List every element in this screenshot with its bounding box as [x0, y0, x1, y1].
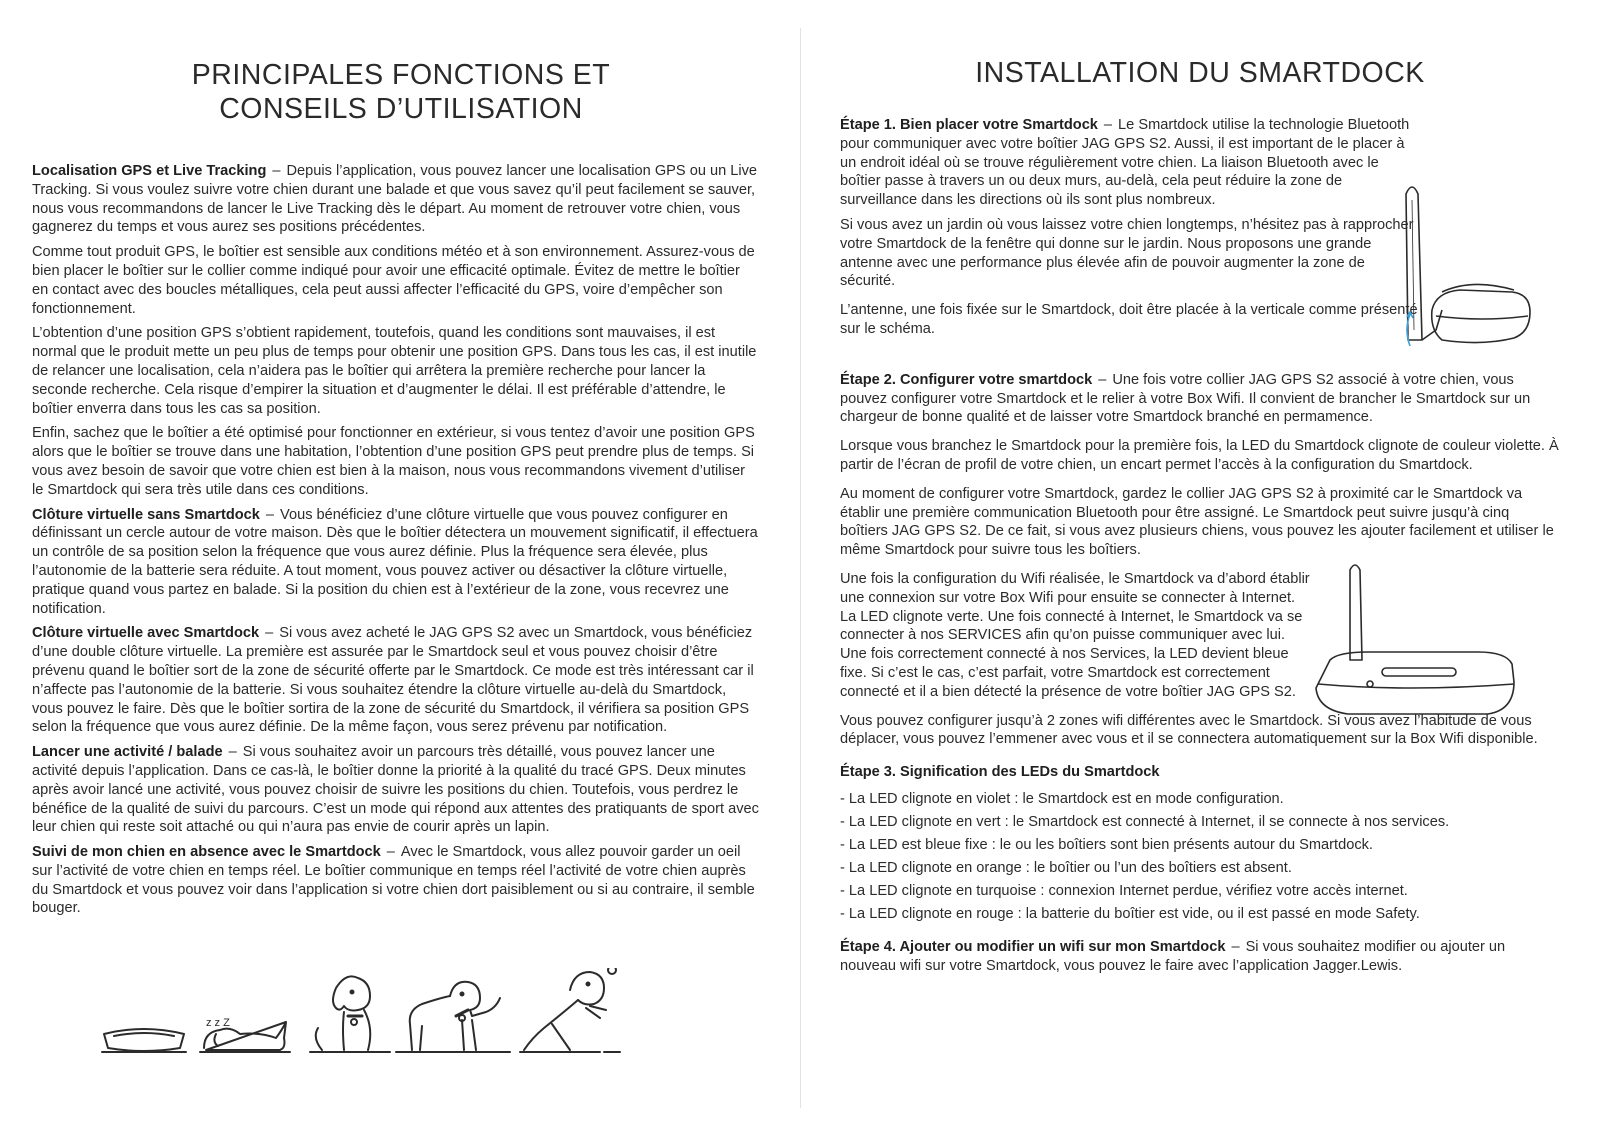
step4-p1: Étape 4. Ajouter ou modifier un wifi sur mon Smartdock – Si vous souhaitez modifier ou ajouter un nouveau wifi sur votre Smartdock, vous pouvez le faire avec l’application Jagger.Lewis.	[840, 938, 1506, 974]
sitting-dog-icon	[310, 976, 390, 1052]
led-item-blue: - La LED est bleue fixe : le ou les boîtiers sont bien présents autour du Smartdock.	[840, 836, 1373, 853]
step3-heading: Étape 3. Signification des LEDs du Smartdock	[840, 764, 1160, 781]
step2-heading: Étape 2. Configurer votre smartdock	[840, 371, 1093, 388]
section-absence: Suivi de mon chien en absence avec le Smartdock – Avec le Smartdock, vous allez pouvoir garder un oeil sur l’activité de votre chien en temps réel. Le boîtier communique en temps réel l’activité de votre chien auprès du Smartdock et vous pouvez voir dans l’application si votre chien dort paisiblement ou si au contraire, il semble bouger.	[32, 844, 755, 917]
led-meanings-list	[840, 788, 1560, 926]
led-item-red: - La LED clignote en rouge : la batterie du boîtier est vide, ou il est passé en mode Safety.	[840, 905, 1420, 922]
section-gps-p1: Localisation GPS et Live Tracking – Depuis l’application, vous pouvez lancer une localisation GPS ou un Live Tracking. Si vous voulez suivre votre chien durant une balade et que vous savez qu’il peut facilement se sauver, nous vous recommandons de lancer le Live Tracking dès le départ. Au moment de retrouver votre chien, vous gagnerez du temps et vous aurez ses positions précédentes.	[32, 163, 758, 236]
section-activity: Lancer une activité / balade – Si vous souhaitez avoir un parcours très détaillé, vous pouvez lancer une activité depuis l’application. Dans ce cas-là, le boîtier donne la priorité à la qualité du tracé GPS. Deux minutes après avoir lancé une activité, vous pouvez choisir de suivre les positions du chien. Toutefois, vous perdrez le bénéfice de la qualité de suivi du parcours. C’est un mode qui répond aux attentes des pratiquants de sport avec leur chien qui reste soit attaché ou qui n’aura pas envie de courir après un lapin.	[32, 744, 759, 836]
step1-p3: L’antenne, une fois fixée sur le Smartdock, doit être placée à la verticale comme présenté sur le schéma.	[840, 302, 1418, 337]
led-item-turquoise: - La LED clignote en turquoise : connexion Internet perdue, vérifiez votre accès internet.	[840, 882, 1408, 899]
section-fence-dock: Clôture virtuelle avec Smartdock – Si vous avez acheté le JAG GPS S2 avec un Smartdock, vous bénéficiez d’une double clôture virtuelle. La première est assurée par le Smartdock seul et vous pouvez choisir d’être prévenu quand le boîtier sort de la zone de sécurité offerte par le Smartdock. Ce mode est très intéressant car il n’affecte pas l’autonomie de la batterie. Si vous souhaitez étendre la clôture virtuelle au-delà du Smartdock, vous pouvez le faire. Dès que le boîtier sortira de la zone de sécurité du Smartdock, il vérifiera sa position GPS selon la fréquence que vous aurez définie. De la même façon, vous serez prévenu par notification.	[32, 625, 754, 736]
step1-p2: Si vous avez un jardin où vous laissez votre chien longtemps, n’hésitez pas à rapprocher votre Smartdock de la fenêtre qui donne sur le jardin. Nous proposons une grande antenne avec une performance plus élevée afin de pouvoir augmenter la zone de sécurité.	[840, 216, 1414, 290]
section-fence-no-dock-heading: Clôture virtuelle sans Smartdock	[32, 506, 260, 523]
section-absence-heading: Suivi de mon chien en absence avec le Smartdock	[32, 844, 381, 861]
section-gps-p2: Comme tout produit GPS, le boîtier est sensible aux conditions météo et à son environnement. Assurez-vous de bien placer le boîtier sur le collier comme indiqué pour avoir une efficacité optimale. Évitez de mettre le boîtier en contact avec des boucles métalliques, cela peut aussi affecter l’efficacité du GPS, voire d’empêcher son fonctionnement.	[32, 244, 755, 317]
smartdock-device-illustration	[1308, 560, 1536, 722]
left-title-line-1: PRINCIPALES FONCTIONS ET	[191, 59, 611, 91]
led-item-orange: - La LED clignote en orange : le boîtier ou l’un des boîtiers est absent.	[840, 859, 1292, 876]
step4-heading: Étape 4. Ajouter ou modifier un wifi sur mon Smartdock	[840, 938, 1226, 955]
step2-p1: Étape 2. Configurer votre smartdock – Une fois votre collier JAG GPS S2 associé à votre chien, vous pouvez configurer votre Smartdock et le relier à votre Box Wifi. Il convient de brancher le Smartdock sur un chargeur de bonne qualité et de laisser votre Smartdock branché en permamence.	[840, 371, 1531, 426]
right-page-title: INSTALLATION DU SMARTDOCK	[975, 57, 1425, 89]
sleeping-dog-icon	[200, 1017, 290, 1052]
svg-text:z z Z: z z Z	[206, 1017, 230, 1029]
step1-p1: Étape 1. Bien placer votre Smartdock – Le Smartdock utilise la technologie Bluetooth pour communiquer avec votre boîtier JAG GPS S2. Aussi, il est important de le placer à un endroit idéal où se trouve régulièrement votre chien. La liaison Bluetooth avec le boîtier passe à travers un ou deux murs, au-delà, cela peut réduire la zone de surveillance dans les directions où ils sont plus nombreux.	[840, 117, 1410, 209]
left-title-line-2: CONSEILS D’UTILISATION	[219, 93, 583, 125]
jumping-dog-icon	[520, 968, 620, 1052]
step1-heading: Étape 1. Bien placer votre Smartdock	[840, 117, 1098, 133]
section-activity-heading: Lancer une activité / balade	[32, 744, 223, 761]
led-item-green: - La LED clignote en vert : le Smartdock est connecté à Internet, il se connecte à nos services.	[840, 813, 1450, 830]
section-gps-p4: Enfin, sachez que le boîtier a été optimisé pour fonctionner en extérieur, si vous tentez d’avoir une position GPS alors que le boîtier se trouve dans une habitation, l’obtention d’une position GPS peut prendre plus de temps. Si vous avez besoin de savoir que votre chien est bien à la maison, nous vous recommandons vivement d’utiliser le Smartdock qui sera très utile dans ces conditions.	[32, 425, 755, 498]
smartdock-antenna-illustration	[1402, 180, 1542, 358]
step2-p4: Une fois la configuration du Wifi réalisée, le Smartdock va d’abord établir une connexion sur votre Box Wifi pour ensuite se connecter à Internet. La LED clignote verte. Une fois connecté à Internet, le Smartdock va se connecter à nos SERVICES afin qu’on puisse communiquer avec lui. Une fois correctement connecté à nos Services, la LED devient bleue fixe. Si c’est le cas, c’est parfait, votre Smartdock est correctement connecté et il a bien détecté la présence de votre boîtier JAG GPS S2.	[840, 570, 1310, 700]
dog-activity-illustration	[100, 968, 640, 1068]
left-page-title	[32, 58, 760, 126]
step2-p5: Vous pouvez configurer jusqu’à 2 zones wifi différentes avec le Smartdock. Si vous avez l’habitude de vous déplacer, vous pouvez l’emmener avec vous et il se connectera automatiquement sur la Box Wifi disponible.	[840, 712, 1538, 748]
section-fence-no-dock: Clôture virtuelle sans Smartdock – Vous bénéficiez d’une clôture virtuelle que vous pouvez configurer en définissant un cercle autour de votre maison. Dès que le boîtier détectera un mouvement significatif, il effectuera un contrôle de sa position selon la fréquence que vous aurez définie. Plus la fréquence sera élevée, plus l’autonomie de la batterie sera réduite. A tout moment, vous pouvez activer ou désactiver la clôture virtuelle, pratique quand vous partez en balade. Si la position du chien est à l’extérieur de la zone, vous recevrez une notification.	[32, 506, 758, 617]
section-gps-p3: L’obtention d’une position GPS s’obtient rapidement, toutefois, quand les conditions sont mauvaises, il est normal que le produit mette un peu plus de temps pour obtenir une position GPS. Dans tous les cas, il est inutile de relancer une localisation, cela n’aidera pas le boîtier qui arrêtera la première recherche pour lancer la seconde recherche. Cela risque d’empirer la situation et d’augmenter le délai. Il est préférable d’attendre, le boîtier enverra dans tous les cas sa position.	[32, 325, 757, 417]
section-gps-heading: Localisation GPS et Live Tracking	[32, 163, 267, 179]
smartdock-base-icon	[1316, 652, 1514, 714]
section-fence-dock-heading: Clôture virtuelle avec Smartdock	[32, 625, 260, 642]
step2-p2: Lorsque vous branchez le Smartdock pour la première fois, la LED du Smartdock clignote de couleur violette. À partir de l’écran de profil de votre chien, un encart permet l’accès à la configuration du Smartdock.	[840, 438, 1559, 473]
standing-dog-icon	[396, 982, 510, 1052]
smartdock-side-icon	[1432, 284, 1530, 342]
led-item-violet: - La LED clignote en violet : le Smartdock est en mode configuration.	[840, 790, 1284, 807]
smartdock-antenna-icon	[1350, 565, 1362, 660]
dog-bed-icon	[102, 1029, 186, 1052]
step2-p3: Au moment de configurer votre Smartdock, gardez le collier JAG GPS S2 à proximité car le Smartdock va établir une première communication Bluetooth pour être assigné. Le Smartdock peut suivre jusqu’à cinq boîtiers JAG GPS S2. De ce fait, si vous avez plusieurs chiens, vous pouvez les ajouter facilement et utiliser le même Smartdock pour suivre tous les boîtiers.	[840, 485, 1554, 559]
step3-title	[840, 763, 1560, 782]
